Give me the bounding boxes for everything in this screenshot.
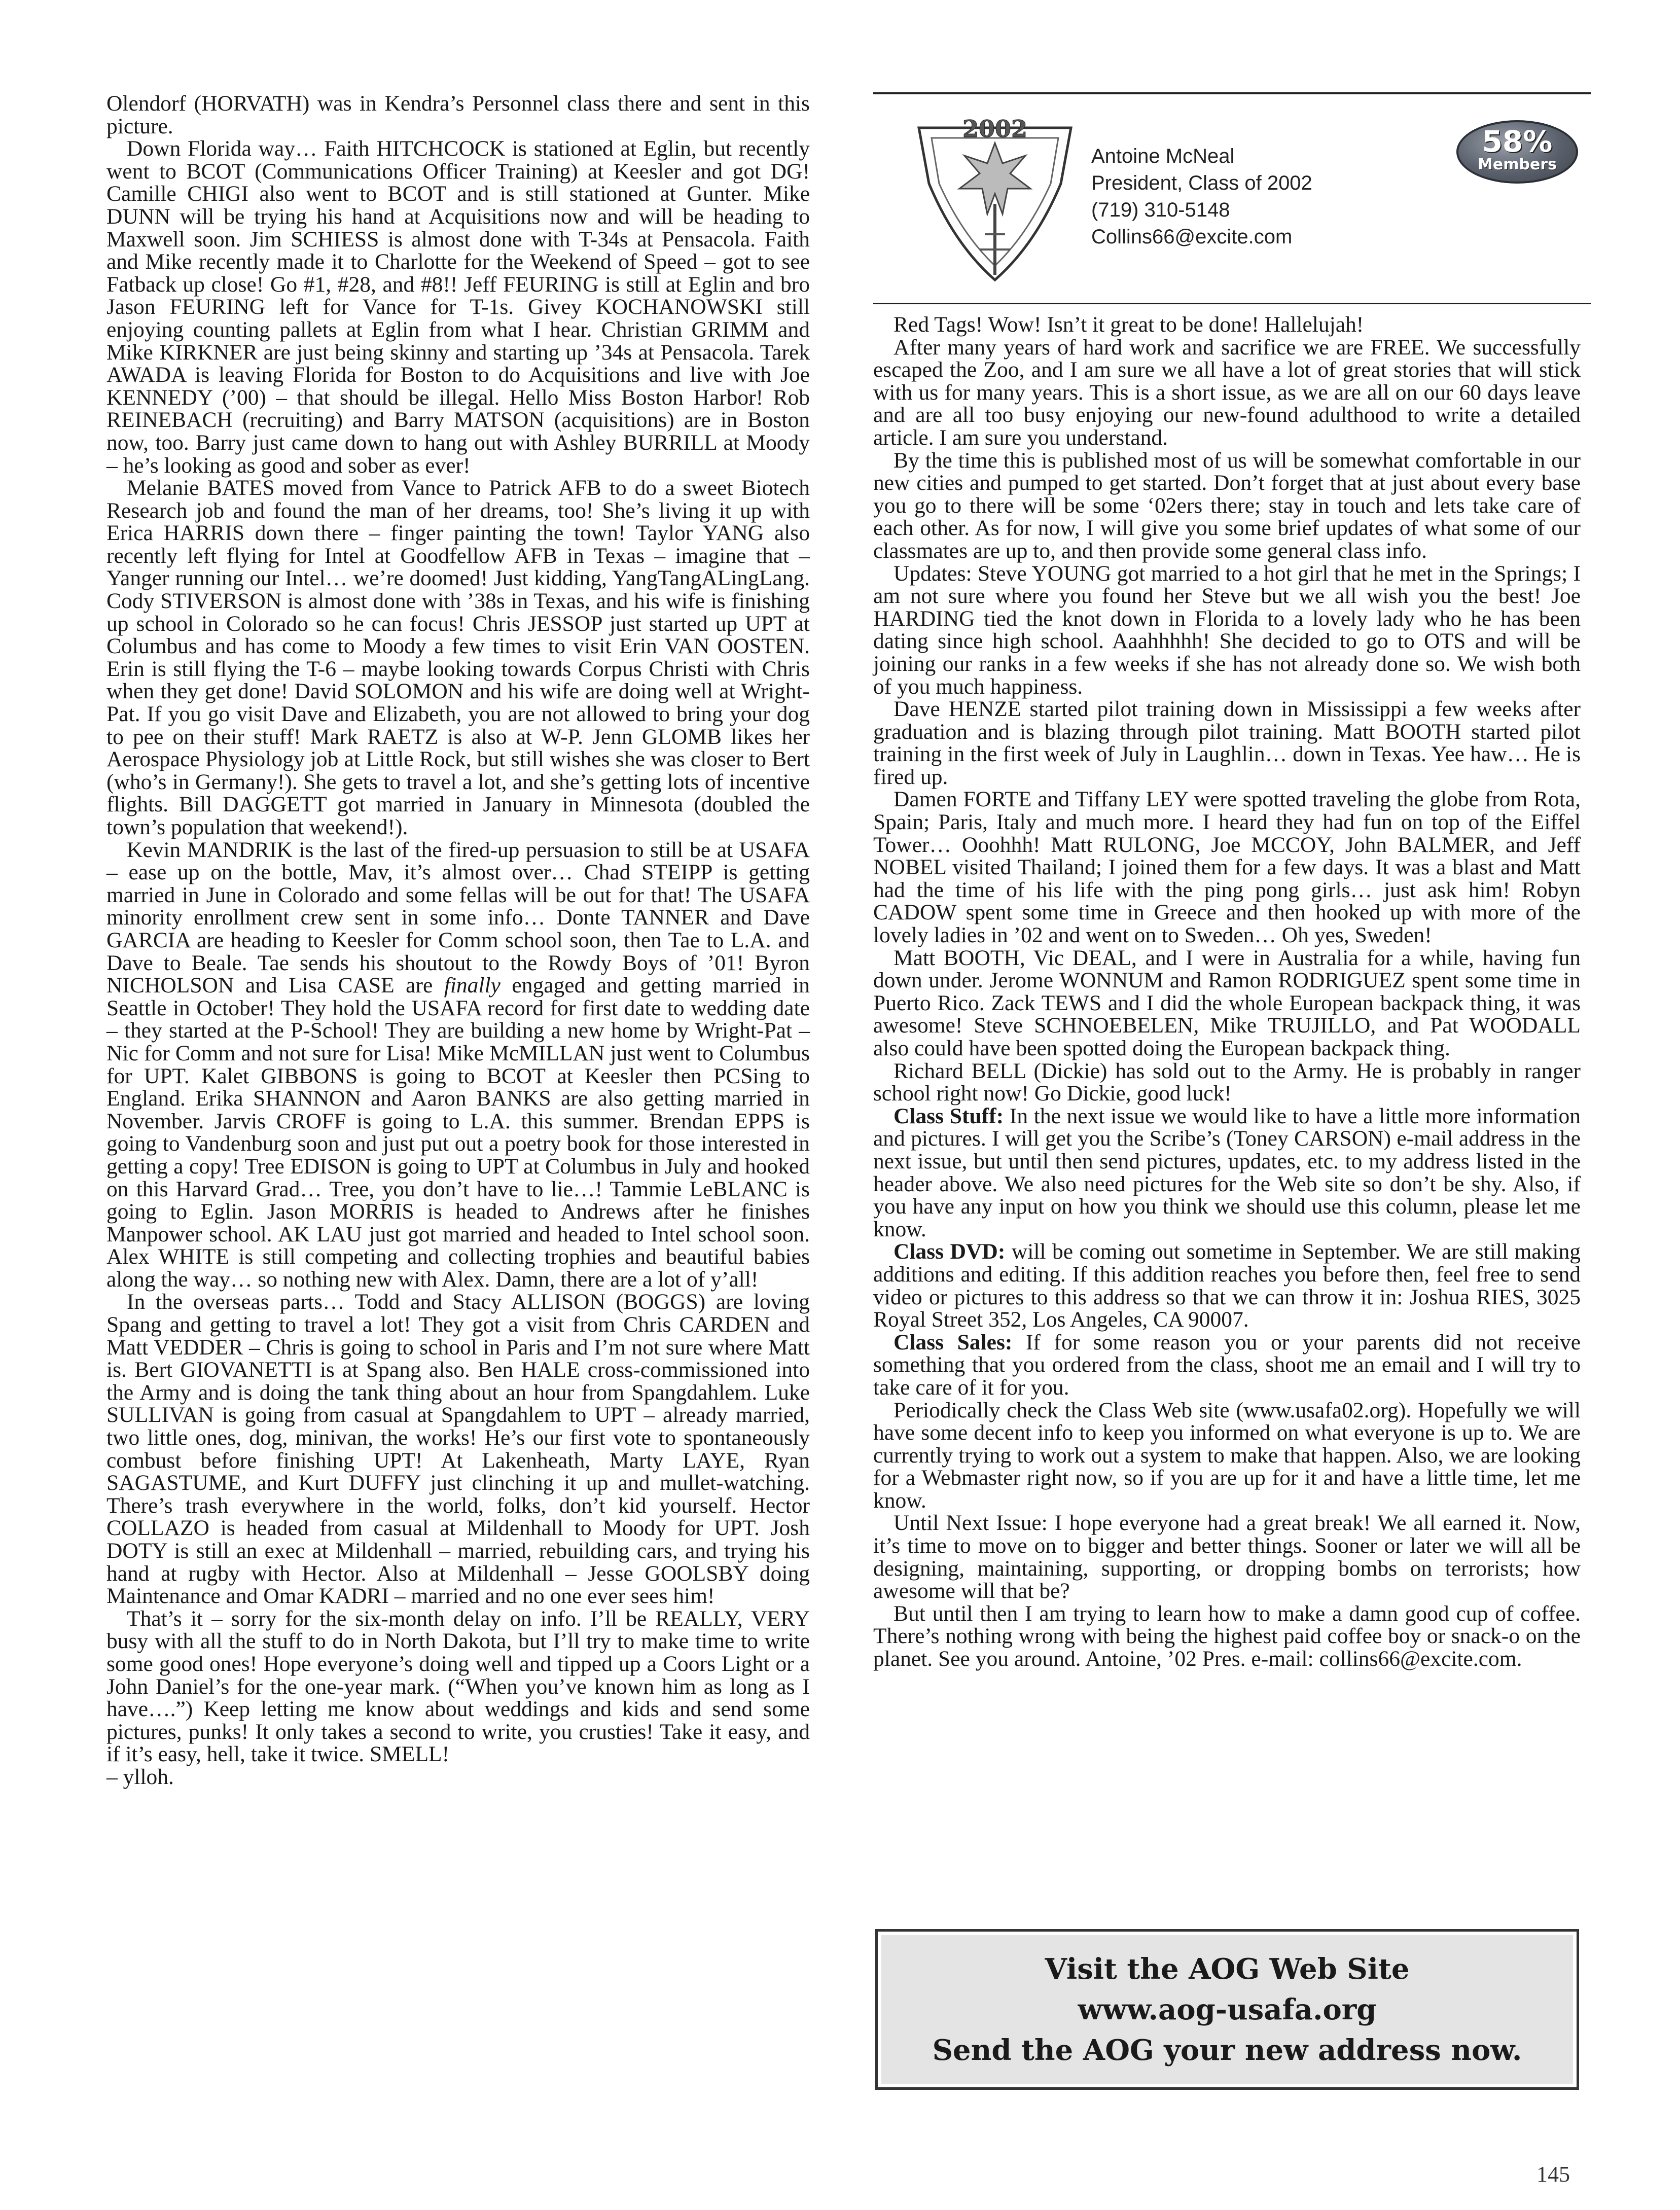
president-phone: (719) 310-5148 bbox=[1091, 199, 1230, 221]
right-paragraph: Damen FORTE and Tiffany LEY were spotted traveling the globe from Rota, Spain; Paris, Italy and much more. I heard they had fun on top of the Eiffel Tower… Ooohhh! Matt RULONG, Joe MCCOY, John BALMER, and Jeff NOBEL visited Thailand; I joined them for a few days. It was a blast and Matt had the time of his life with the ping pong girls… just ask him! Robyn CADOW spent some time in Greece and then hooked up with more of the lovely ladies in ’02 and went on to Sweden… Oh yes, Sweden! bbox=[873, 787, 1581, 948]
left-paragraph: Down Florida way… Faith HITCHCOCK is stationed at Eglin, but recently went to BCOT (Communications Officer Training) at Keesler and got DG! Camille CHIGI also went to BCOT and is still stationed at Gunter. Mike DUNN will be trying his hand at Acquisitions now and will be heading to Maxwell soon. Jim SCHIESS is almost done with T-34s at Pensacola. Faith and Mike recently made it to Charlotte for the Weekend of Speed – got to see Fatback up close! Go #1, #28, and #8!! Jeff FEURING is still at Eglin and bro Jason FEURING left for Vance for T-1s. Givey KOCHANOWSKI still enjoying counting pallets at Eglin from what I hear. Christian GRIMM and Mike KIRKNER are just being skinny and starting up ’34s at Pensacola. Tarek AWADA is leaving Florida for Boston to do Acquisitions and live with Joe KENNEDY (’00) – that should be illegal. Hello Miss Boston Harbor! Rob REINEBACH (recruiting) and Barry MATSON (acquisitions) are in Boston now, too. Barry just came down to hang out with Ashley BURRILL at Moody – he’s looking as good and sober as ever! bbox=[106, 136, 810, 478]
promo-line-address: Send the AOG your new address now. bbox=[932, 2033, 1522, 2067]
right-paragraph: Dave HENZE started pilot training down in Mississippi a few weeks after graduation and is blazing through pilot training. Matt BOOTH started pilot training in the first week of July in Laughlin… down in Texas. Yee haw… He is fired up. bbox=[873, 697, 1581, 789]
president-email: Collins66@excite.com bbox=[1091, 226, 1293, 248]
president-title: President, Class of 2002 bbox=[1091, 172, 1312, 194]
left-paragraph: That’s it – sorry for the six-month delay on info. I’ll be REALLY, VERY busy with all the stuff to do in North Dakota, but I’ll try to make time to write some good ones! Hope everyone’s doing well and tipped up a Coors Light or a John Daniel’s for the one-year mark. (“When you’ve known him as long as I have….”) Keep letting me know about weddings and kids and send some pictures, punks! It only takes a second to write, you crusties! Take it easy, and if it’s easy, hell, take it twice. SMELL! bbox=[106, 1606, 810, 1767]
right-paragraph: But until then I am trying to learn how to make a damn good cup of coffee. There’s nothing wrong with being the highest paid coffee boy or snack-o on the planet. See you around. Antoine, ’02 Pres. e-mail: collins66@excite.com. bbox=[873, 1601, 1581, 1671]
promo-line-url[interactable]: www.aog-usafa.org bbox=[1078, 1992, 1377, 2026]
right-paragraph: By the time this is published most of us will be somewhat comfortable in our new cities and pumped to get started. Don’t forget that at just about every base you go to there will be some ‘02ers there; stay in touch and lets take care of each other. As for now, I will give you some brief updates of what some of our classmates are up to, and then provide some general class info. bbox=[873, 448, 1581, 563]
class-crest-icon bbox=[909, 108, 1081, 285]
right-paragraph: Richard BELL (Dickie) has sold out to the Army. He is probably in ranger school right now! Go Dickie, good luck! bbox=[873, 1058, 1581, 1106]
left-paragraph: Kevin MANDRIK is the last of the fired-up persuasion to still be at USAFA – ease up on the bottle, Mav, it’s almost over… Chad STEIPP is getting married in June in Colorado and some fellas will be out for that! The USAFA minority enrollment crew sent in some info… Donte TANNER and Dave GARCIA are heading to Keesler for Comm school soon, then Tae to L.A. and Dave to Beale. Tae sends his shoutout to the Rowdy Boys of ’01! Byron NICHOLSON and Lisa CASE are finally engaged and getting married in Seattle in October! They hold the USAFA record for first date to wedding date – they started at the P-School! They are building a new home by Wright-Pat – Nic for Comm and not sure for Lisa! Mike McMILLAN just went to Columbus for UPT. Kalet GIBBONS is going to BCOT at Keesler then PCSing to England. Erika SHANNON and Aaron BANKS are also getting married in November. Jarvis CROFF is going to L.A. this summer. Brendan EPPS is going to Vandenburg soon and just put out a poetry book for those interested in getting a copy! Tree EDISON is going to UPT at Columbus in July and hooked on this Harvard Grad… Tree, you don’t have to lie…! Tammie LeBLANC is going to Eglin. Jason MORRIS is headed to Andrews after he finishes Manpower school. AK LAU just got married and headed to Intel school soon. Alex WHITE is still competing and collecting trophies and beautiful babies along the way… so nothing new with Alex. Damn, there are a lot of y’all! bbox=[106, 837, 810, 1292]
right-column bbox=[873, 313, 1581, 1670]
left-signoff: – ylloh. bbox=[106, 1764, 174, 1789]
promo-line-visit: Visit the AOG Web Site bbox=[1045, 1952, 1410, 1986]
right-paragraph: Red Tags! Wow! Isn’t it great to be done! Hallelujah! bbox=[893, 312, 1364, 337]
left-paragraph: Olendorf (HORVATH) was in Kendra’s Personnel class there and sent in this picture. bbox=[106, 91, 810, 138]
contact-block bbox=[1091, 143, 1312, 251]
right-paragraph: Matt BOOTH, Vic DEAL, and I were in Australia for a while, having fun down under. Jerome WONNUM and Ramon RODRIGUEZ spent some time in Puerto Rico. Zack TEWS and I did the whole European backpack thing, it was awesome! Steve SCHNOEBELEN, Mike TRUJILLO, and Pat WOODALL also could have been spotted doing the European backpack thing. bbox=[873, 945, 1581, 1060]
crest-text: 2002 bbox=[962, 115, 1028, 142]
left-column bbox=[106, 92, 810, 1789]
header-top-rule bbox=[873, 92, 1591, 94]
class-stuff-paragraph: Class Stuff: In the next issue we would like to have a little more information and pictures. I will get you the Scribe’s (Toney CARSON) e-mail address in the next issue, but until then send pictures, updates, etc. to my address listed in the header above. We also need pictures for the Web site so don’t be shy. Also, if you have any input on how you think we should use this column, please let me know. bbox=[873, 1103, 1581, 1241]
class-header bbox=[873, 92, 1591, 304]
right-paragraph: Periodically check the Class Web site (www.usafa02.org). Hopefully we will have some decent info to keep you informed on what everyone is up to. We are currently trying to work out a system to make that happen. Also, we are looking for a Webmaster right now, so if you are up for it and have a little time, let me know. bbox=[873, 1398, 1581, 1513]
badge-percent: 58% bbox=[1482, 124, 1553, 159]
membership-badge bbox=[1456, 120, 1578, 184]
president-name: Antoine McNeal bbox=[1091, 145, 1235, 167]
aog-promo-box bbox=[875, 1929, 1579, 2090]
class-dvd-heading: Class DVD: bbox=[893, 1239, 1006, 1264]
header-bottom-rule bbox=[873, 303, 1591, 304]
class-sales-paragraph: Class Sales: If for some reason you or your parents did not receive something that you ordered from the class, shoot me an email and I will try to take care of it for you. bbox=[873, 1330, 1581, 1400]
class-sales-heading: Class Sales: bbox=[893, 1330, 1013, 1354]
class-stuff-heading: Class Stuff: bbox=[893, 1103, 1004, 1128]
badge-label: Members bbox=[1478, 156, 1557, 173]
right-paragraph: Updates: Steve YOUNG got married to a hot girl that he met in the Springs; I am not sure where you found her Steve but we all wish you the best! Joe HARDING tied the knot down in Florida to a lovely lady who he has been dating since high school. Aaahhhhh! She decided to go to OTS and will be joining our ranks in a few weeks if she has not already done so. We wish both of you much happiness. bbox=[873, 561, 1581, 699]
class-dvd-paragraph: Class DVD: will be coming out sometime in September. We are still making additions and editing. If this addition reaches you before then, feel free to send video or pictures to this address so that we can throw it in: Joshua RIES, 3025 Royal Street 352, Los Angeles, CA 90007. bbox=[873, 1239, 1581, 1332]
left-paragraph: In the overseas parts… Todd and Stacy ALLISON (BOGGS) are loving Spang and getting to travel a lot! They got a visit from Chris CARDEN and Matt VEDDER – Chris is going to school in Paris and I’m not sure where Matt is. Bert GIOVANETTI is at Spang also. Ben HALE cross-commissioned into the Army and is doing the tank thing about an hour from Spangdahlem. Luke SULLIVAN is going from casual at Spangdahlem to UPT – already married, two little ones, dog, minivan, the works! He’s our first vote to spontaneously combust before finishing UPT! At Lakenheath, Marty LAYE, Ryan SAGASTUME, and Kurt DUFFY just clinching it up and mullet-watching. There’s trash everywhere in the world, folks, don’t kid yourself. Hector COLLAZO is headed from casual at Mildenhall to Moody for UPT. Josh DOTY is still an exec at Mildenhall – married, rebuilding cars, and trying his hand at rugby with Hector. Also at Mildenhall – Jesse GOOLSBY doing Maintenance and Omar KADRI – married and no one ever sees him! bbox=[106, 1290, 810, 1609]
page-number: 145 bbox=[1536, 2162, 1570, 2187]
right-paragraph: Until Next Issue: I hope everyone had a great break! We all earned it. Now, it’s time to move on to bigger and better things. Sooner or later we will all be designing, maintaining, supporting, or dropping bombs on terrorists; how awesome will that be? bbox=[873, 1511, 1581, 1603]
left-paragraph: Melanie BATES moved from Vance to Patrick AFB to do a sweet Biotech Research job and found the man of her dreams, too! She’s living it up with Erica HARRIS down there – finger painting the town! Taylor YANG also recently left flying for Intel at Goodfellow AFB in Texas – imagine that – Yanger running our Intel… we’re doomed! Just kidding, YangTangALingLang. Cody STIVERSON is almost done with ’38s in Texas, and his wife is finishing up school in Colorado so he can focus! Chris JESSOP just started up UPT at Columbus and has come to Moody a few times to visit Erin VAN OOSTEN. Erin is still flying the T-6 – maybe looking towards Corpus Christi with Chris when they get done! David SOLOMON and his wife are doing well at Wright-Pat. If you go visit Dave and Elizabeth, you are not allowed to bring your dog to pee on their stuff! Mark RAETZ is also at W-P. Jenn GLOMB likes her Aerospace Physiology job at Little Rock, but still wishes she was closer to Bert (who’s in Germany!). She gets to travel a lot, and she’s getting lots of incentive flights. Bill DAGGETT got married in January in Minnesota (doubled the town’s population that weekend!). bbox=[106, 476, 810, 839]
right-paragraph: After many years of hard work and sacrifice we are FREE. We successfully escaped the Zoo, and I am sure we all have a lot of great stories that will stick with us for many years. This is a short issue, as we are all on our 60 days leave and are all too busy enjoying our new-found adulthood to write a detailed article. I am sure you understand. bbox=[873, 335, 1581, 450]
